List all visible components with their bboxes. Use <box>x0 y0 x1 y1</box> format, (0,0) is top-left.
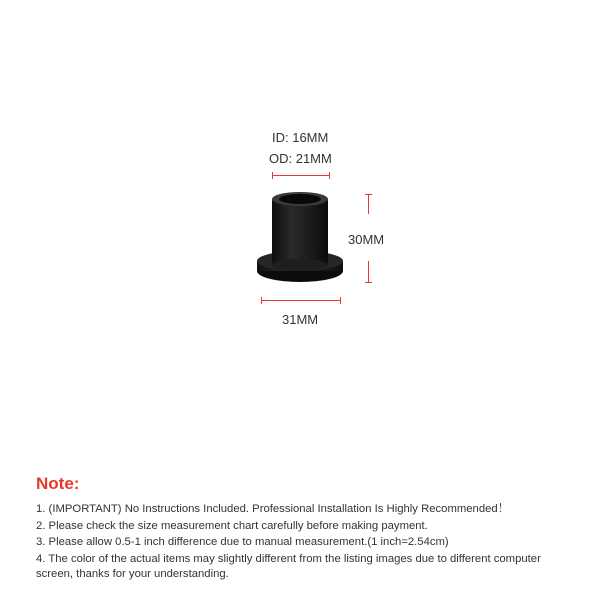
width-label: 31MM <box>282 312 319 327</box>
inner-diameter-label: ID: 16MM <box>272 130 329 145</box>
note-item: 1. (IMPORTANT) No Instructions Included. Professional Installation Is Highly Recommended！ <box>36 503 509 515</box>
note-item: 3. Please allow 0.5-1 inch difference due to manual measurement.(1 inch=2.54cm) <box>36 536 449 548</box>
note-item: 4. The color of the actual items may slightly different from the listing images due to different computer screen, thanks for your understanding. <box>36 552 541 580</box>
note-item: 2. Please check the size measurement chart carefully before making payment. <box>36 519 428 532</box>
height-label: 30MM <box>348 232 385 247</box>
outer-diameter-label: OD: 21MM <box>269 151 332 166</box>
note-title: Note: <box>36 474 80 493</box>
flanged-bushing-icon <box>252 185 348 285</box>
note-list <box>36 502 571 584</box>
